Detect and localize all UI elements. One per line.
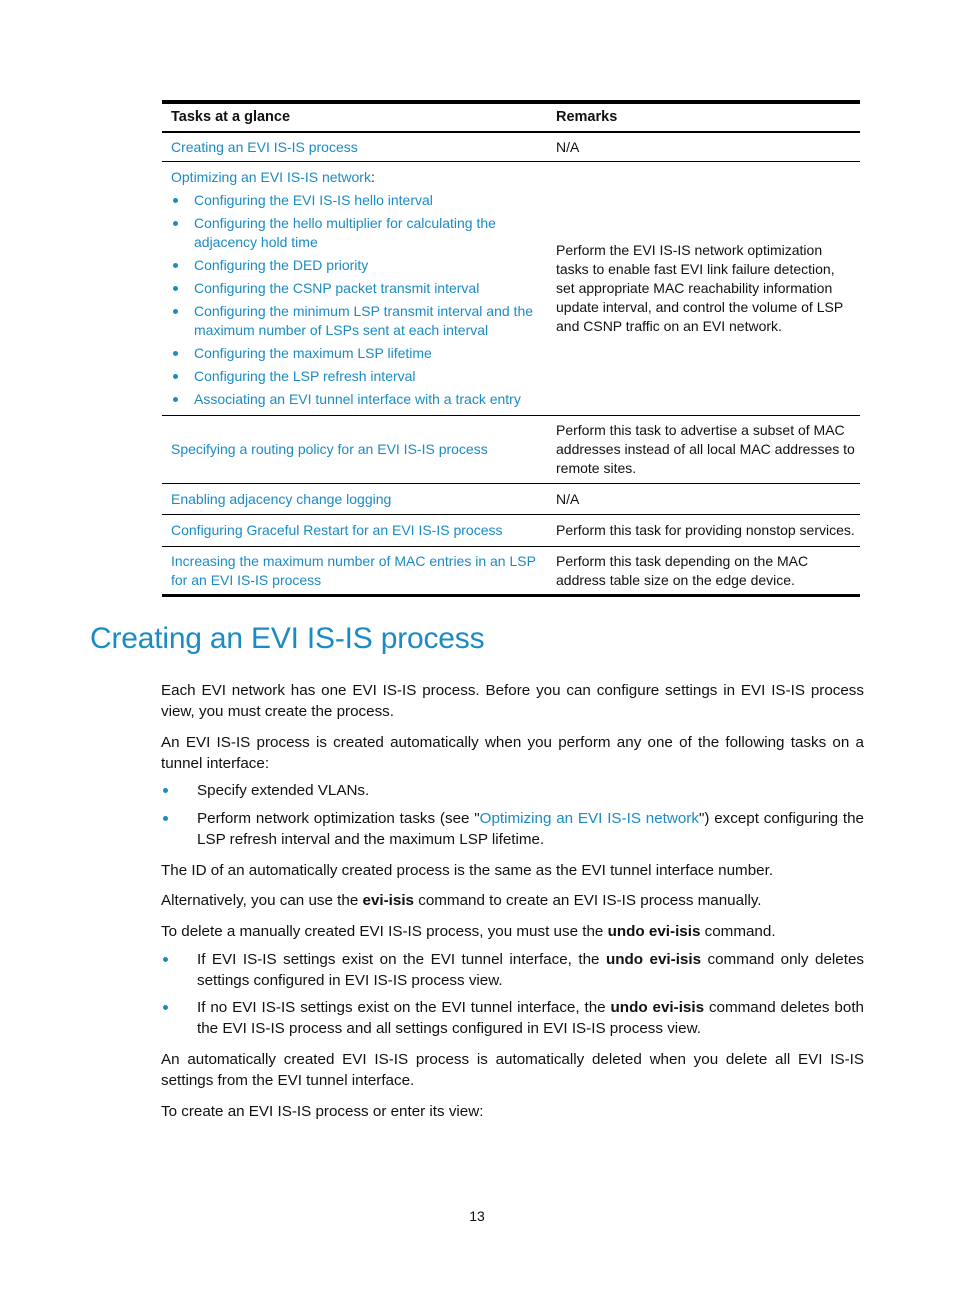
paragraph: An automatically created EVI IS-IS process is automatically deleted when you delete all EVI IS-IS settings from the EVI tunnel interface.: [161, 1051, 864, 1089]
remark-text: Perform this task to advertise a subset of MAC addresses instead of all local MAC addresses to remote sites.: [556, 422, 855, 476]
task-link-lsp-refresh[interactable]: Configuring the LSP refresh interval: [194, 368, 416, 384]
list-item: [171, 256, 548, 275]
auto-create-list: [161, 780, 864, 850]
paragraph-text: command to create an EVI IS-IS process manually.: [414, 892, 762, 909]
task-link-create-process[interactable]: Creating an EVI IS-IS process: [171, 138, 358, 155]
task-link-lsp-transmit[interactable]: Configuring the minimum LSP transmit interval and the maximum number of LSPs sent at each interval: [194, 303, 534, 338]
paragraph-text: command.: [700, 923, 776, 940]
table-row: [162, 515, 860, 547]
task-link-routing-policy[interactable]: Specifying a routing policy for an EVI IS-IS process: [171, 441, 488, 457]
table-header-row: [162, 104, 860, 133]
delete-list: [161, 949, 864, 1039]
table-row: [162, 162, 860, 416]
bullet-icon: [173, 221, 178, 226]
task-link-max-mac-entries[interactable]: Increasing the maximum number of MAC entries in an LSP for an EVI IS-IS process: [171, 552, 536, 588]
task-link-adjacency-logging[interactable]: Enabling adjacency change logging: [171, 490, 392, 507]
bullet-icon: [173, 374, 178, 379]
list-item: [171, 344, 548, 363]
paragraph: The ID of an automatically created process is the same as the EVI tunnel interface number.: [161, 862, 774, 879]
list-item: [161, 997, 864, 1039]
list-item: [171, 279, 548, 298]
table-row: [162, 547, 860, 594]
list-item: [171, 191, 548, 210]
list-item: [161, 949, 864, 991]
paragraph-text: To delete a manually created EVI IS-IS process, you must use the: [161, 923, 608, 940]
link-optimize-network[interactable]: Optimizing an EVI IS-IS network: [479, 810, 699, 827]
remark-text: N/A: [556, 490, 580, 507]
remark-text: Perform this task for providing nonstop services.: [556, 522, 855, 538]
task-link-hello-multiplier[interactable]: Configuring the hello multiplier for calculating the adjacency hold time: [194, 215, 496, 250]
remark-text: N/A: [556, 138, 580, 155]
list-item-text: Specify extended VLANs.: [197, 782, 370, 799]
tasks-table: [162, 100, 860, 597]
section-body: [161, 680, 864, 1122]
paragraph: Each EVI network has one EVI IS-IS process. Before you can configure settings in EVI IS-IS process view, you must create the process.: [161, 682, 864, 720]
bullet-icon: [173, 351, 178, 356]
list-item-text: If no EVI IS-IS settings exist on the EVI tunnel interface, the: [197, 999, 611, 1016]
command-undo-evi-isis: undo evi-isis: [607, 923, 701, 940]
command-evi-isis: evi-isis: [362, 892, 415, 909]
list-item: [171, 214, 548, 252]
task-link-graceful-restart[interactable]: Configuring Graceful Restart for an EVI IS-IS process: [171, 522, 503, 538]
task-link-optimize-network[interactable]: Optimizing an EVI IS-IS network: [171, 169, 371, 185]
command-undo-evi-isis: undo evi-isis: [605, 951, 702, 968]
task-link-lsp-lifetime[interactable]: Configuring the maximum LSP lifetime: [194, 345, 432, 361]
task-suffix: :: [370, 169, 375, 185]
list-item-text: ") except configuring the LSP refresh interval and the maximum LSP lifetime.: [197, 810, 865, 848]
bullet-icon: [163, 1005, 168, 1010]
task-link-csnp-interval[interactable]: Configuring the CSNP packet transmit interval: [194, 280, 480, 296]
paragraph: To create an EVI IS-IS process or enter its view:: [161, 1103, 484, 1120]
bullet-icon: [173, 286, 178, 291]
table-row: [162, 133, 860, 162]
list-item-text: Perform network optimization tasks (see ": [197, 810, 480, 827]
list-item: [171, 302, 548, 340]
optimization-task-list: [171, 191, 548, 409]
list-item-text: If EVI IS-IS settings exist on the EVI tunnel interface, the: [197, 951, 606, 968]
remark-text: Perform the EVI IS-IS network optimization tasks to enable fast EVI link failure detection, set appropriate MAC reachability information update interval, and control the volume of LSP and CSNP traffic on an EVI network.: [556, 242, 843, 334]
task-link-ded-priority[interactable]: Configuring the DED priority: [194, 257, 369, 273]
page-number: 13: [469, 1208, 485, 1224]
bullet-icon: [163, 957, 168, 962]
bullet-icon: [163, 788, 168, 793]
task-link-track-entry[interactable]: Associating an EVI tunnel interface with a track entry: [194, 391, 521, 407]
paragraph: [161, 890, 864, 911]
list-item: [161, 780, 864, 801]
remark-text: Perform this task depending on the MAC address table size on the edge device.: [556, 552, 809, 588]
list-item: [161, 808, 864, 850]
list-item-text: command deletes both the EVI IS-IS process and all settings configured in EVI IS-IS process view.: [197, 999, 864, 1037]
paragraph-text: Alternatively, you can use the: [161, 892, 363, 909]
bullet-icon: [163, 816, 168, 821]
header-remarks: Remarks: [556, 109, 618, 125]
task-link-hello-interval[interactable]: Configuring the EVI IS-IS hello interval: [194, 192, 433, 208]
list-item-text: command only deletes settings configured in EVI IS-IS process view.: [197, 951, 864, 989]
bullet-icon: [173, 263, 178, 268]
bullet-icon: [173, 198, 178, 203]
paragraph: [161, 921, 864, 942]
section-heading: Creating an EVI IS-IS process: [90, 622, 485, 655]
table-row: [162, 416, 860, 484]
list-item: [171, 390, 548, 409]
command-undo-evi-isis: undo evi-isis: [610, 999, 705, 1016]
paragraph: An EVI IS-IS process is created automatically when you perform any one of the following tasks on a tunnel interface:: [161, 734, 864, 772]
header-tasks: Tasks at a glance: [171, 109, 291, 125]
list-item: [171, 367, 548, 386]
table-row: [162, 484, 860, 515]
bullet-icon: [173, 397, 178, 402]
bullet-icon: [173, 309, 178, 314]
